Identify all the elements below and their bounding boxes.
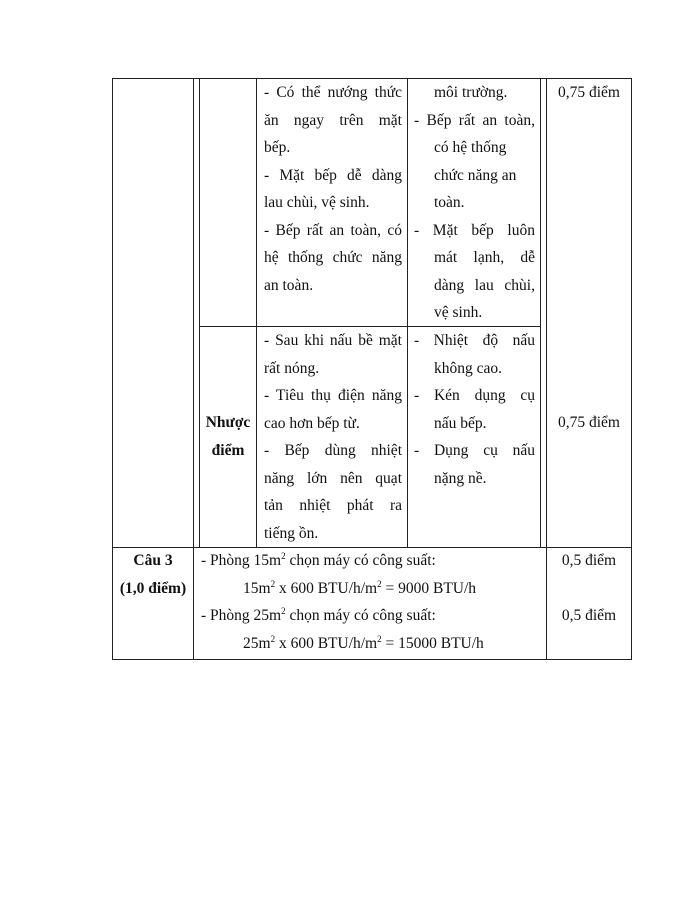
room2-line <box>201 602 436 630</box>
room2-text: - Phòng 25m <box>201 607 282 624</box>
text-line: cao hơn bếp từ. <box>264 414 360 432</box>
text-line: - Sau khi nấu bề mặt <box>264 332 402 349</box>
text-line: - Kén dụng cụ <box>414 387 535 404</box>
calc-part: = 9000 BTU/h <box>381 579 477 597</box>
text-line: ăn ngay trên mặt <box>264 111 402 129</box>
text-line: toàn. <box>434 194 465 211</box>
text-line: bếp. <box>264 139 291 156</box>
superscript: 2 <box>270 578 276 589</box>
text-line: chức năng an <box>434 166 517 184</box>
room2-calculation <box>243 630 484 658</box>
calc-part: = 15000 BTU/h <box>381 634 484 652</box>
text-line: - Có thể nướng thức <box>264 84 402 101</box>
col-divider-2 <box>256 78 257 548</box>
table-border-bottom <box>112 659 632 660</box>
col-divider-4a <box>540 78 541 548</box>
text-line: rất nóng. <box>264 359 320 377</box>
text-line: - Tiêu thụ điện năng <box>264 387 402 404</box>
text-line: - Mặt bếp dễ dàng <box>264 166 402 184</box>
col-divider-1 <box>193 78 194 660</box>
question3-label: Câu 3 <box>133 552 173 569</box>
calc-part: x 600 BTU/h/m <box>275 579 378 597</box>
col-divider-3 <box>407 78 408 548</box>
room1-text-end: chọn máy có công suất: <box>285 552 436 569</box>
text-line: vệ sinh. <box>434 304 483 321</box>
room1-calculation <box>243 575 476 603</box>
calc-part: 25m <box>243 634 271 652</box>
superscript: 2 <box>281 551 286 561</box>
calc-part: x 600 BTU/h/m <box>275 634 378 652</box>
room1-score: 0,5 điểm <box>561 552 617 569</box>
superscript: 2 <box>377 633 382 644</box>
disadvantages-label-line2: điểm <box>211 442 245 459</box>
room1-text: - Phòng 15m <box>201 552 282 569</box>
text-line: môi trường. <box>434 84 508 101</box>
question3-points: (1,0 điểm) <box>119 579 187 597</box>
text-line: tiếng ồn. <box>264 524 319 542</box>
text-line: mát lạnh, dễ <box>434 249 535 266</box>
superscript: 2 <box>377 578 382 589</box>
room1-line <box>201 547 436 575</box>
room2-score: 0,5 điểm <box>561 607 617 624</box>
disadvantages-label-line1: Nhược <box>205 414 251 431</box>
text-line: dàng lau chùi, <box>434 276 535 294</box>
disadvantages-score: 0,75 điểm <box>558 414 620 431</box>
text-line: - Dụng cụ nấu <box>414 442 535 459</box>
table-border-right <box>631 78 632 660</box>
calc-part: 15m <box>243 579 271 597</box>
text-line: có hệ thống <box>434 139 507 156</box>
text-line: lau chùi, vệ sinh. <box>264 194 370 211</box>
col-divider-1b <box>199 78 200 548</box>
superscript: 2 <box>270 633 276 644</box>
text-line: - Mặt bếp luôn <box>414 221 535 239</box>
room2-text-end: chọn máy có công suất: <box>285 607 436 624</box>
text-line: tản nhiệt phát ra <box>264 497 402 514</box>
superscript: 2 <box>281 606 286 616</box>
advantages-score: 0,75 điểm <box>558 84 620 101</box>
text-line: không cao. <box>434 359 503 377</box>
text-line: - Bếp dùng nhiệt <box>264 442 402 459</box>
text-line: - Bếp rất an toàn, <box>414 111 535 129</box>
text-line: - Nhiệt độ nấu <box>414 332 535 349</box>
text-line: nặng nề. <box>434 469 487 487</box>
text-line: - Bếp rất an toàn, có <box>264 221 402 239</box>
text-line: năng lớn nên quạt <box>264 469 402 487</box>
text-line: nấu bếp. <box>434 414 487 432</box>
text-line: an toàn. <box>264 276 314 294</box>
text-line: hệ thống chức năng <box>264 249 402 266</box>
